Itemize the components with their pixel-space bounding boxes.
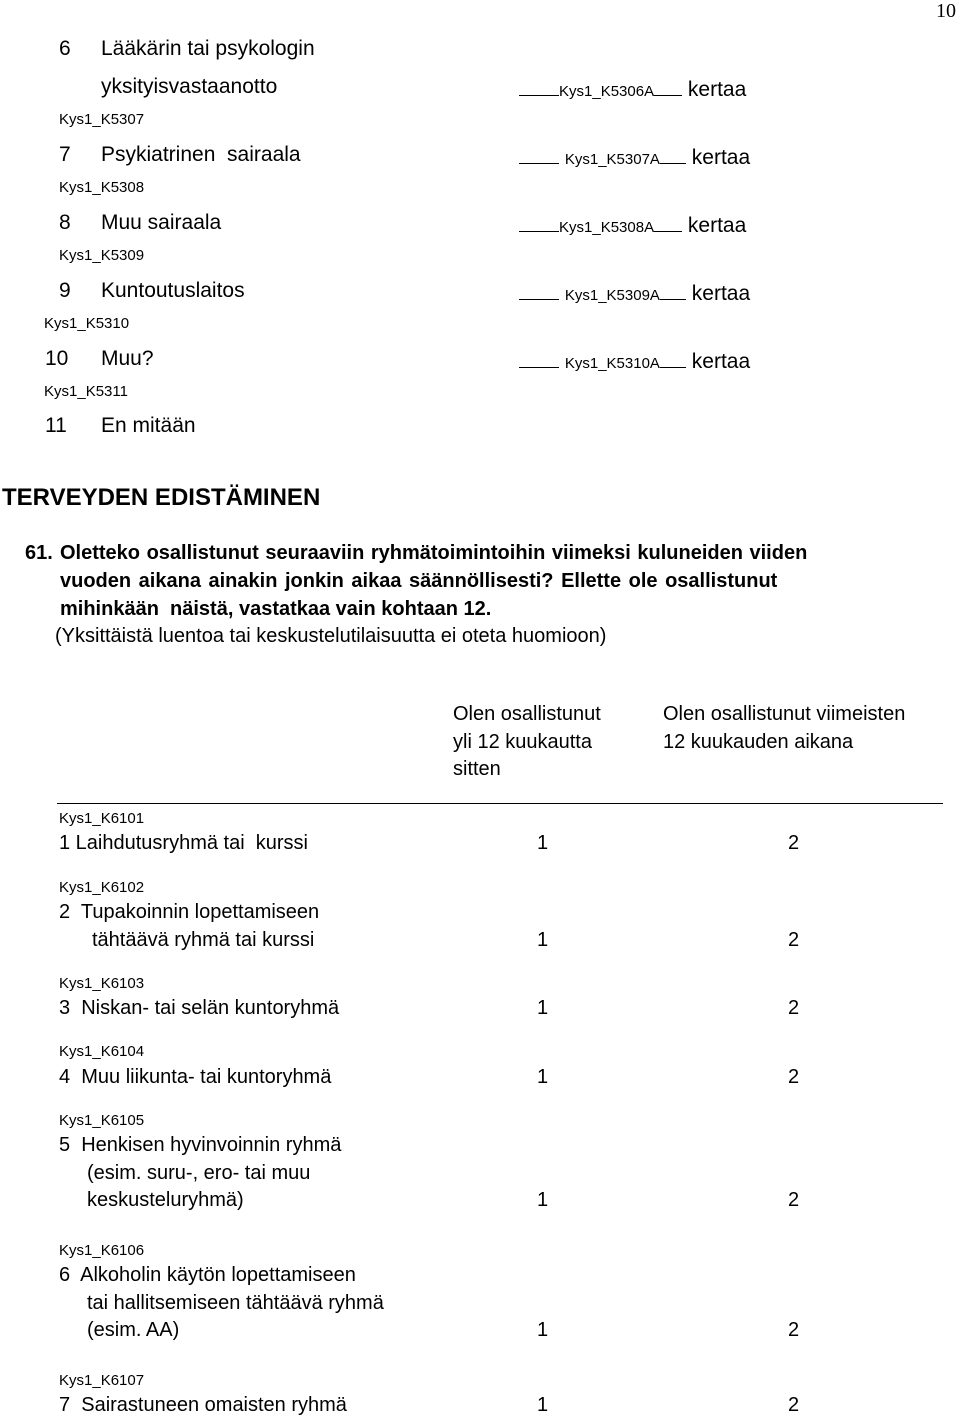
- visit-item-label-cont: yksityisvastaanotto: [101, 75, 278, 98]
- group-item-label-cont: tai hallitsemiseen tähtäävä ryhmä: [87, 1292, 384, 1314]
- visit-count-field[interactable]: [519, 279, 750, 306]
- group-item-label: 1 Laihdutusryhmä tai kurssi: [59, 832, 309, 854]
- question-number: 61.: [25, 542, 53, 564]
- option-past[interactable]: 1: [537, 832, 549, 854]
- visit-count-field[interactable]: [519, 75, 746, 102]
- option-recent[interactable]: 2: [788, 1066, 800, 1088]
- option-past[interactable]: 1: [537, 997, 549, 1019]
- option-past[interactable]: 1: [537, 1394, 549, 1416]
- variable-code: Kys1_K5310: [44, 315, 130, 332]
- count-blank: [654, 75, 682, 96]
- visit-count-field[interactable]: [519, 211, 746, 238]
- count-code: Kys1_K5306A: [559, 83, 655, 100]
- column-header-line: Olen osallistunut: [453, 703, 601, 725]
- count-blank: [660, 279, 686, 300]
- variable-code: Kys1_K6103: [59, 975, 145, 992]
- count-code: Kys1_K5307A: [564, 151, 660, 168]
- group-item-label-cont: (esim. AA): [87, 1319, 180, 1341]
- option-recent[interactable]: 2: [788, 997, 800, 1019]
- visit-item-label: Muu sairaala: [101, 211, 222, 234]
- column-header-line: sitten: [453, 758, 501, 780]
- visit-item-label: Lääkärin tai psykologin: [101, 37, 315, 60]
- variable-code: Kys1_K6101: [59, 810, 145, 827]
- option-recent[interactable]: 2: [788, 1394, 800, 1416]
- visit-item-number: 10: [45, 347, 69, 370]
- count-blank: [519, 279, 559, 300]
- count-code: Kys1_K5309A: [564, 287, 660, 304]
- visit-count-field[interactable]: [519, 143, 750, 170]
- page-number: 10: [936, 0, 956, 22]
- question-note: (Yksittäistä luentoa tai keskustelutilaisuutta ei oteta huomioon): [55, 625, 607, 647]
- visit-item-label: Muu?: [101, 347, 154, 370]
- visit-count-field[interactable]: [519, 347, 750, 374]
- count-blank: [660, 347, 686, 368]
- group-item-label: 2 Tupakoinnin lopettamiseen: [59, 901, 320, 923]
- variable-code: Kys1_K6102: [59, 879, 145, 896]
- variable-code: Kys1_K6105: [59, 1112, 145, 1129]
- count-blank: [519, 211, 559, 232]
- variable-code: Kys1_K5308: [59, 179, 145, 196]
- group-item-label: 3 Niskan- tai selän kuntoryhmä: [59, 997, 340, 1019]
- table-separator: [57, 803, 943, 804]
- column-header-line: Olen osallistunut viimeisten: [663, 703, 906, 725]
- group-item-label: 5 Henkisen hyvinvoinnin ryhmä: [59, 1134, 342, 1156]
- option-past[interactable]: 1: [537, 1066, 549, 1088]
- group-item-label-cont: tähtäävä ryhmä tai kurssi: [92, 929, 315, 951]
- column-header-line: yli 12 kuukautta: [453, 731, 592, 753]
- group-item-label: 7 Sairastuneen omaisten ryhmä: [59, 1394, 347, 1416]
- visit-item-label: Psykiatrinen sairaala: [101, 143, 301, 166]
- group-item-label: 4 Muu liikunta- tai kuntoryhmä: [59, 1066, 332, 1088]
- option-past[interactable]: 1: [537, 1319, 549, 1341]
- visit-item-number: 6: [59, 37, 71, 60]
- visit-item-label: En mitään: [101, 414, 196, 437]
- count-blank: [660, 143, 686, 164]
- variable-code: Kys1_K5309: [59, 247, 145, 264]
- count-code: Kys1_K5308A: [559, 219, 655, 236]
- count-unit: kertaa: [691, 282, 751, 305]
- variable-code: Kys1_K6106: [59, 1242, 145, 1259]
- variable-code: Kys1_K5311: [44, 383, 128, 400]
- variable-code: Kys1_K5307: [59, 111, 145, 128]
- group-item-label-cont: keskusteluryhmä): [87, 1189, 244, 1211]
- count-code: Kys1_K5310A: [564, 355, 660, 372]
- question-text-line: vuoden aikana ainakin jonkin aikaa säännöllisesti? Ellette ole osallistunut: [60, 570, 778, 592]
- section-title: TERVEYDEN EDISTÄMINEN: [2, 484, 321, 511]
- visit-item-number: 7: [59, 143, 71, 166]
- option-past[interactable]: 1: [537, 929, 549, 951]
- question-text-line: Oletteko osallistunut seuraaviin ryhmätoimintoihin viimeksi kuluneiden viiden: [60, 542, 808, 564]
- count-blank: [519, 143, 559, 164]
- count-blank: [654, 211, 682, 232]
- variable-code: Kys1_K6104: [59, 1043, 145, 1060]
- option-recent[interactable]: 2: [788, 1319, 800, 1341]
- visit-item-label: Kuntoutuslaitos: [101, 279, 245, 302]
- group-item-label-cont: (esim. suru-, ero- tai muu: [87, 1162, 311, 1184]
- group-item-label: 6 Alkoholin käytön lopettamiseen: [59, 1264, 356, 1286]
- question-text-line: mihinkään näistä, vastatkaa vain kohtaan 12.: [60, 598, 492, 620]
- count-unit: kertaa: [687, 214, 747, 237]
- visit-item-number: 9: [59, 279, 71, 302]
- count-blank: [519, 347, 559, 368]
- column-header-line: 12 kuukauden aikana: [663, 731, 854, 753]
- option-recent[interactable]: 2: [788, 929, 800, 951]
- count-blank: [519, 75, 559, 96]
- count-unit: kertaa: [691, 350, 751, 373]
- option-past[interactable]: 1: [537, 1189, 549, 1211]
- count-unit: kertaa: [687, 78, 747, 101]
- count-unit: kertaa: [691, 146, 751, 169]
- option-recent[interactable]: 2: [788, 832, 800, 854]
- visit-item-number: 11: [45, 414, 67, 437]
- option-recent[interactable]: 2: [788, 1189, 800, 1211]
- visit-item-number: 8: [59, 211, 71, 234]
- variable-code: Kys1_K6107: [59, 1372, 145, 1389]
